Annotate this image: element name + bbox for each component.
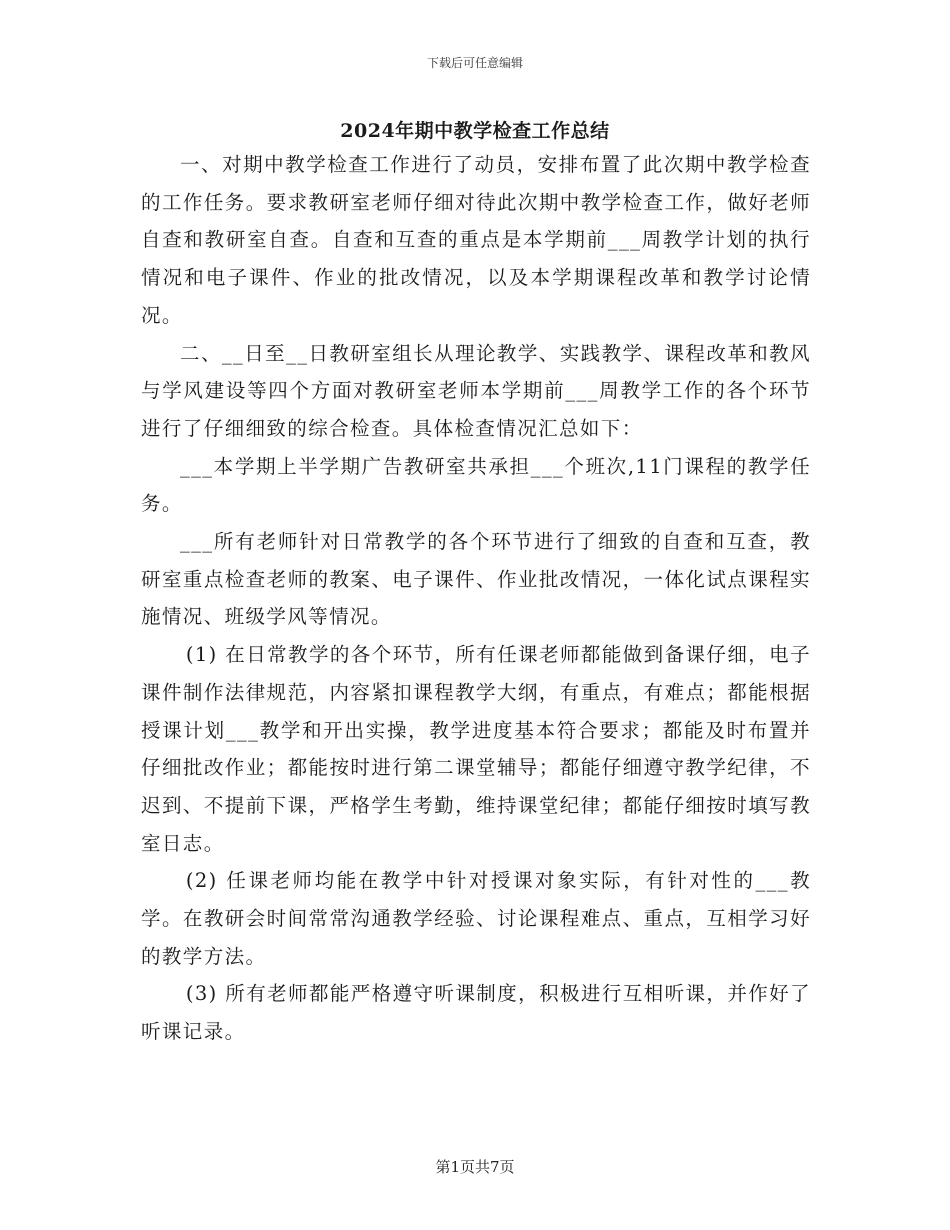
document-title: 2024年期中教学检查工作总结 [340,120,610,142]
document-body [141,146,811,1051]
paragraph-item-1: (1) 在日常教学的各个环节，所有任课老师都能做到备课仔细，电子课件制作法律规范，内容紧扣课程教学大纲，有重点，有难点；都能根据授课计划___教学和开出实操，教学进度基本符合要求；都能及时布置并仔细批改作业；都能按时进行第二课堂辅导；都能仔细遵守教学纪律，不迟到、不提前下课，严格学生考勤，维持课堂纪律；都能仔细按时填写教室日志。 [141,643,811,855]
page-footer: 第1页共7页 [435,1158,515,1176]
paragraph-item-2: (2) 任课老师均能在教学中针对授课对象实际，有针对性的___教学。在教研会时间常常沟通教学经验、讨论课程难点、重点，互相学习好的教学方法。 [141,869,811,968]
paragraph-2: 二、__日至__日教研室组长从理论教学、实践教学、课程改革和教风与学风建设等四个方面对教研室老师本学期前___周教学工作的各个环节进行了仔细细致的综合检查。具体检查情况汇总如下： [141,341,811,440]
paragraph-1: 一、对期中教学检查工作进行了动员，安排布置了此次期中教学检查的工作任务。要求教研室老师仔细对待此次期中教学检查工作，做好老师自查和教研室自查。自查和互查的重点是本学期前___周教学计划的执行情况和电子课件、作业的批改情况，以及本学期课程改革和教学讨论情况。 [141,153,811,327]
paragraph-4: ___所有老师针对日常教学的各个环节进行了细致的自查和互查，教研室重点检查老师的教案、电子课件、作业批改情况，一体化试点课程实施情况、班级学风等情况。 [141,530,811,629]
header-note: 下载后可任意编辑 [426,56,523,70]
paragraph-item-3: (3) 所有老师都能严格遵守听课制度，积极进行互相听课，并作好了听课记录。 [141,982,811,1044]
paragraph-3: ___本学期上半学期广告教研室共承担___个班次,11门课程的教学任务。 [141,454,811,516]
